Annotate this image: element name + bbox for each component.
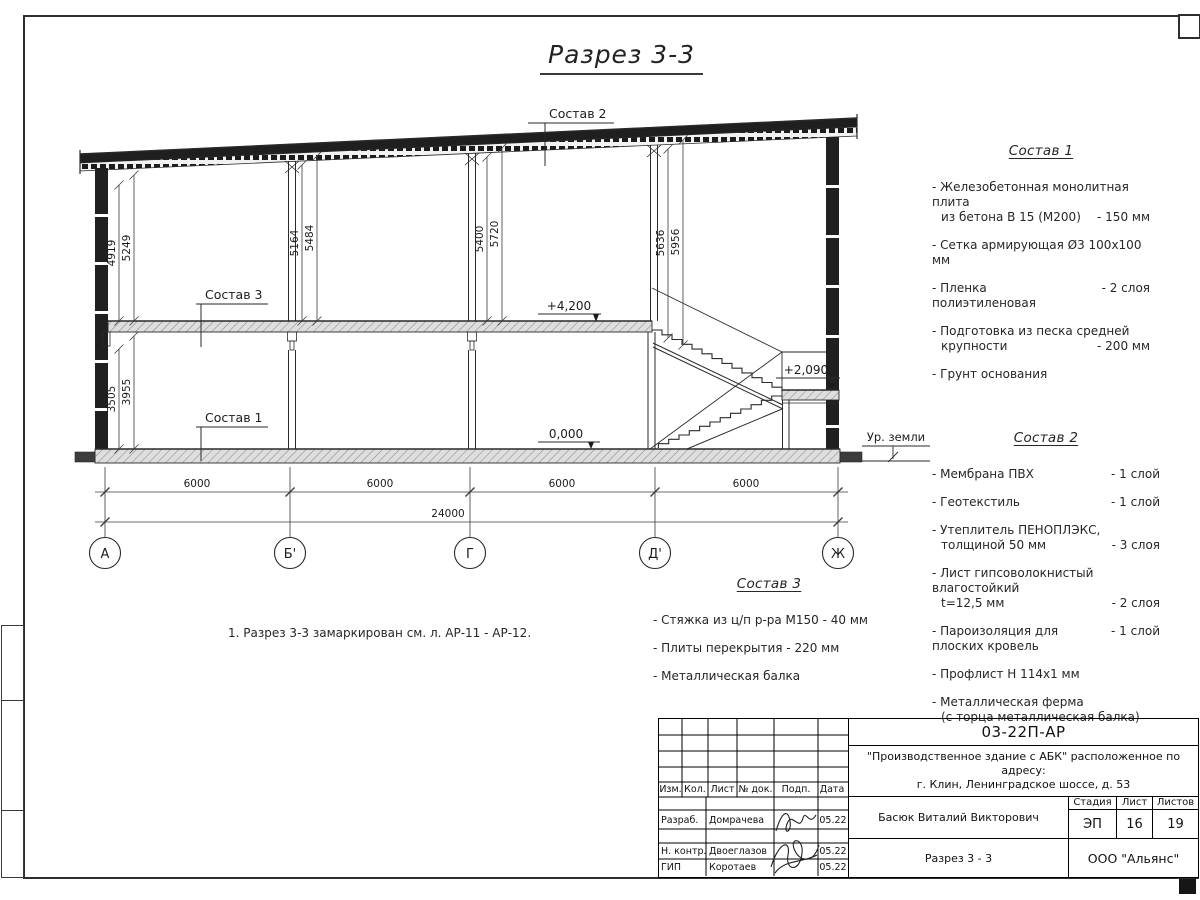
spec-item: - Геотекстиль - 1 слой (932, 495, 1160, 509)
elevation-landing: +2,090 (783, 363, 829, 377)
dim-span-2: 6000 (366, 478, 394, 490)
frame-side-box-1 (1, 625, 24, 701)
ground-level-mark (862, 430, 930, 462)
axis-bubble-a: А (100, 547, 110, 562)
spec-item: - Металлическая балка (653, 669, 801, 683)
project-name-line1: "Производственное здание с АБК" расположенное по адресу: (866, 750, 1181, 777)
title-block-main (849, 719, 1198, 877)
spec-item: - Утеплитель ПЕНОПЛЭКС, толщиной 50 мм - 3 слоя (932, 523, 1160, 552)
dim-span-3: 6000 (548, 478, 576, 490)
spec-title-sostav2: Состав 2 (1013, 430, 1079, 446)
document-code: 03-22П-АР (849, 719, 1198, 746)
col-header-list: Лист (710, 784, 735, 795)
floor-slab (103, 321, 652, 350)
signature-gip (769, 833, 821, 877)
role-nkontr: Н. контр. (661, 846, 707, 857)
name-gip: Коротаев (709, 862, 757, 873)
lower-columns (289, 350, 476, 449)
sheet-name: Разрез 3 - 3 (924, 851, 993, 865)
right-wall (826, 137, 839, 449)
horizontal-dims (95, 467, 848, 537)
stage-value-listov: 19 (1153, 810, 1198, 839)
axis-bubble-b1: Б' (283, 547, 297, 562)
dim-span-4: 6000 (732, 478, 760, 490)
dim-5636: 5636 (655, 229, 667, 257)
spec-item: - Стяжка из ц/п р-ра М150 - 40 мм (653, 613, 868, 627)
company-name: ООО "Альянс" (1087, 850, 1180, 866)
ground-level-label: Ур. земли (866, 430, 926, 444)
dim-5164: 5164 (289, 229, 301, 257)
chief-name: Басюк Виталий Викторович (849, 797, 1068, 839)
spec-item: - Мембрана ПВХ - 1 слой (932, 467, 1160, 481)
label-sostav3: Состав 3 (205, 287, 263, 302)
stage-value-list: 16 (1117, 810, 1153, 839)
spec-item: - Пленка полиэтиленовая - 2 слоя (932, 281, 1150, 310)
col-header-izm: Изм. (659, 784, 682, 795)
label-sostav2: Состав 2 (549, 106, 607, 121)
frame-corner-box-top-right (1178, 14, 1200, 39)
spec-item: - Лист гипсоволокнистый влагостойкий t=12,5 мм - 2 слоя (932, 566, 1160, 610)
elevation-second-floor: +4,200 (546, 299, 592, 313)
spec-item: - Плиты перекрытия - 220 мм (653, 641, 840, 655)
spec-item: - Металлическая ферма (с торца металлическая балка) (932, 695, 1140, 724)
upper-flight-steps (652, 330, 782, 392)
axis-bubble-zh: Ж (830, 547, 846, 562)
dim-3505: 3505 (106, 385, 118, 413)
spec-title-sostav1: Состав 1 (1008, 143, 1074, 159)
ground-slab (75, 449, 930, 463)
role-gip: ГИП (661, 862, 682, 873)
spec-item: - Подготовка из песка средней крупности - 200 мм (932, 324, 1150, 353)
title-block (658, 718, 1199, 878)
col-header-data: Дата (819, 784, 845, 795)
axis-bubbles (90, 538, 854, 569)
col-header-kol: Кол. (684, 784, 706, 795)
project-name (849, 746, 1198, 797)
name-razrab: Домрачева (709, 815, 765, 826)
frame-corner-box-bottom-right (1179, 879, 1196, 894)
dim-total: 24000 (431, 508, 465, 520)
spec-item: - Железобетонная монолитная плита из бетона В 15 (М200) - 150 мм (932, 180, 1150, 224)
elevation-zero: 0,000 (548, 427, 584, 441)
spec-item: - Грунт основания (932, 367, 1048, 381)
drawing-note: 1. Разрез 3-3 замаркирован см. л. АР-11 - АР-12. (228, 626, 532, 640)
frame-side-box-2 (1, 700, 24, 811)
spec-item: - Пароизоляция для плоских кровель - 1 слой (932, 624, 1160, 653)
dim-3955: 3955 (121, 378, 133, 406)
stage-value-row (1069, 810, 1198, 839)
spec-title-sostav3: Состав 3 (736, 576, 802, 592)
dim-5400: 5400 (474, 225, 486, 253)
dim-5249: 5249 (121, 234, 133, 262)
date-razrab: 05.22 (819, 815, 847, 826)
axis-bubble-g: Г (466, 547, 474, 562)
axis-bubble-d1: Д' (648, 547, 662, 562)
title-block-revision-table (659, 719, 849, 877)
spec-item: - Профлист Н 114х1 мм (932, 667, 1080, 681)
lower-flight-steps (658, 396, 782, 448)
dim-span-1: 6000 (183, 478, 211, 490)
dim-5720: 5720 (489, 220, 501, 248)
stage-header-row (1069, 797, 1198, 810)
col-header-podp: Подп. (781, 784, 811, 795)
frame-top (23, 15, 1178, 17)
col-header-ndok: № док. (738, 784, 773, 795)
vertical-dims (106, 136, 688, 454)
stage-header-listov: Листов (1153, 797, 1198, 810)
role-razrab: Разраб. (661, 815, 699, 826)
upper-columns (285, 145, 661, 321)
spec-block-sostav2 (932, 430, 1160, 738)
date-nkontr: 05.22 (819, 846, 847, 857)
dim-5484: 5484 (304, 224, 316, 252)
name-nkontr: Двоеглазов (709, 846, 768, 857)
spec-block-sostav1 (932, 143, 1150, 395)
project-name-line2: г. Клин, Ленинградское шоссе, д. 53 (916, 778, 1131, 791)
spec-item: - Сетка армирующая Ø3 100х100 мм (932, 238, 1142, 267)
dim-5956: 5956 (670, 228, 682, 256)
date-gip: 05.22 (819, 862, 847, 873)
stage-value-stadia: ЭП (1069, 810, 1117, 839)
stage-header-stadia: Стадия (1069, 797, 1117, 810)
dim-4919: 4919 (106, 239, 118, 267)
label-sostav1: Состав 1 (205, 410, 263, 425)
page-title: Разрез 3-3 (540, 40, 703, 75)
frame-side-box-3 (1, 810, 24, 878)
stage-header-list: Лист (1117, 797, 1153, 810)
spec-block-sostav3 (653, 576, 885, 697)
